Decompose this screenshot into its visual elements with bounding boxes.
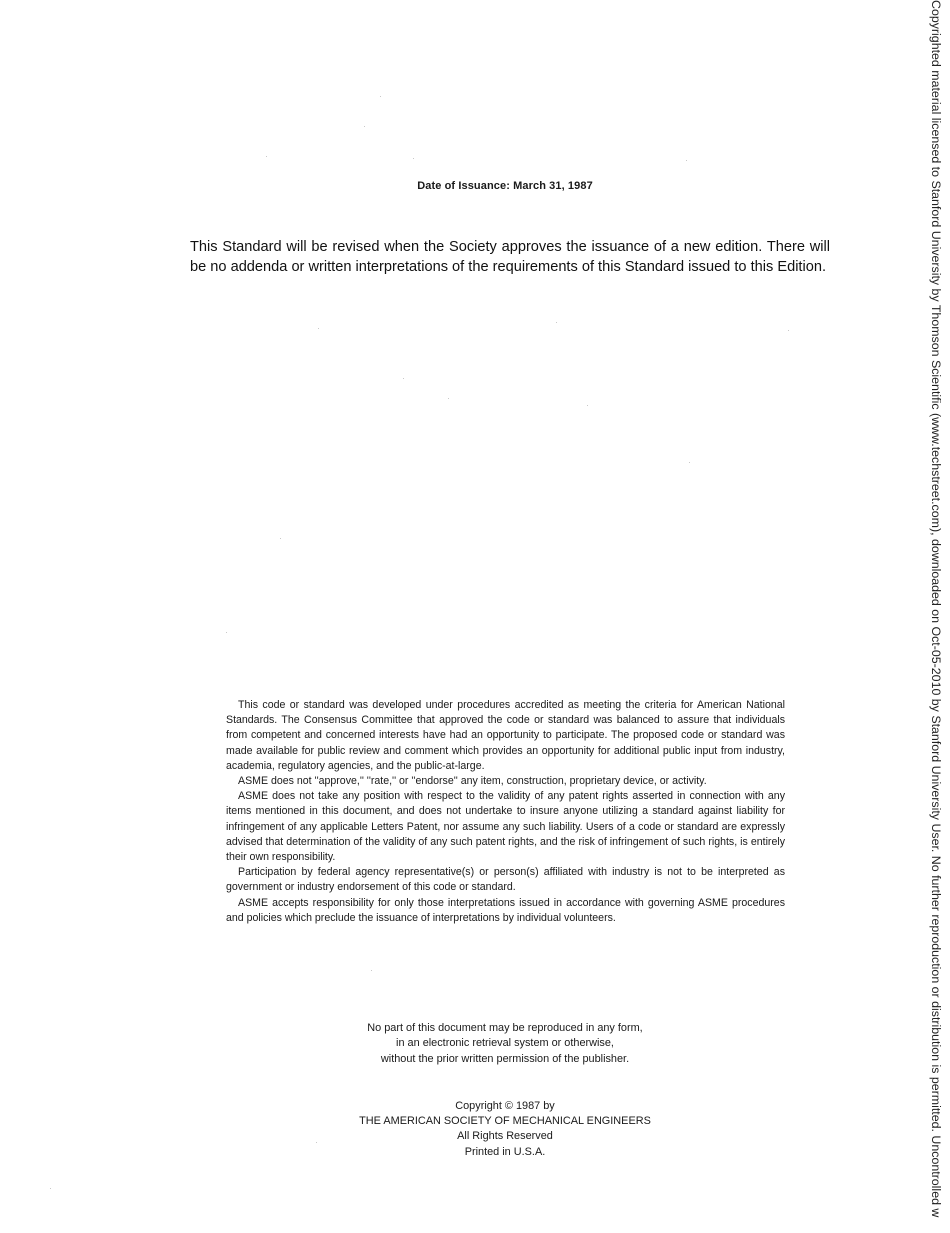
reproduction-line: in an electronic retrieval system or otherwise, — [396, 1037, 614, 1050]
printed-in: Printed in U.S.A. — [464, 1145, 546, 1158]
scan-speck — [556, 322, 557, 323]
scan-speck — [689, 462, 690, 463]
scan-speck — [266, 156, 267, 157]
scan-speck — [364, 126, 365, 127]
scan-speck — [413, 158, 414, 159]
copyright-line: Copyright © 1987 by — [455, 1100, 555, 1112]
copyright-block — [290, 1099, 720, 1160]
scan-speck — [403, 378, 404, 379]
scan-speck — [50, 1188, 51, 1189]
patent-paragraph: ASME does not take any position with respect to the validity of any patent rights asserted in connection with any items mentioned in this document, and does not undertake to insure anyone utilizing a standard against liability for infringement of any applicable Letters Patent, nor assume any such liability. Users of a code or standard are expressly advised that determination of the validity of any such patent rights, and the risk of infringement of such rights, is entirely their own responsibility. — [226, 790, 785, 864]
participation-paragraph: Participation by federal agency representative(s) or person(s) affiliated with industry is not to be interpreted as government or industry endorsement of this code or standard. — [226, 866, 785, 894]
date-of-issuance: Date of Issuance: March 31, 1987 — [417, 180, 593, 192]
license-watermark: Copyrighted material licensed to Stanford University by Thomson Scientific (www.techstreet.com), downloaded on Oct-05-2010 by Stanford University User. No further reproduction or distribution is permitted. Uncontrolled w — [929, 0, 943, 1218]
scan-speck — [587, 405, 588, 406]
endorsement-paragraph: ASME does not ''approve,'' ''rate,'' or ''endorse'' any item, construction, proprietary device, or activity. — [238, 775, 707, 788]
scan-speck — [686, 160, 687, 161]
scan-speck — [318, 328, 319, 329]
legal-notices — [226, 698, 785, 926]
interpretations-paragraph: ASME accepts responsibility for only those interpretations issued in accordance with governing ASME procedures and policies which preclude the issuance of interpretations by individual volunteers. — [226, 896, 785, 924]
reproduction-notice — [290, 1021, 720, 1067]
scan-speck — [371, 970, 372, 971]
accreditation-paragraph: This code or standard was developed under procedures accredited as meeting the criteria for American National Standards. The Consensus Committee that approved the code or standard was balanced to assure that individuals from competent and concerned interests have had an opportunity to participate. The proposed code or standard was made available for public review and comment which provides an opportunity for additional public input from industry, academia, regulatory agencies, and the public-at-large. — [226, 699, 785, 772]
revision-notice: This Standard will be revised when the Society approves the issuance of a new edition. There will be no addenda or written interpretations of the requirements of this Standard issued to this Edition. — [190, 239, 830, 275]
scan-speck — [788, 330, 789, 331]
reproduction-line: without the prior written permission of the publisher. — [380, 1052, 630, 1065]
scan-speck — [226, 632, 227, 633]
scan-speck — [316, 1142, 317, 1143]
scan-speck — [380, 96, 381, 97]
scan-speck — [448, 398, 449, 399]
publisher-name: THE AMERICAN SOCIETY OF MECHANICAL ENGINEERS — [359, 1115, 651, 1128]
reproduction-line: No part of this document may be reproduced in any form, — [367, 1022, 643, 1034]
rights-reserved: All Rights Reserved — [457, 1130, 553, 1143]
scan-speck — [280, 538, 281, 539]
